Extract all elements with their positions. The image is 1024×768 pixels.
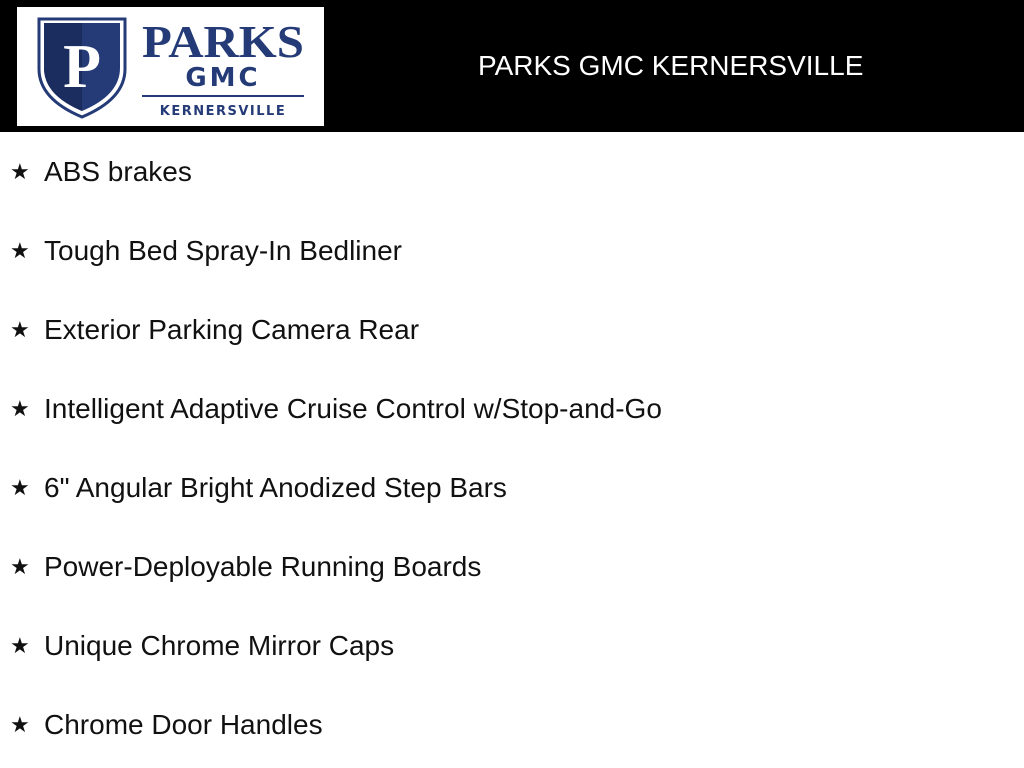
feature-text: Intelligent Adaptive Cruise Control w/Stop-and-Go: [44, 393, 662, 424]
feature-item: [10, 707, 1010, 743]
shield-letter: P: [63, 33, 101, 101]
feature-text: Unique Chrome Mirror Caps: [44, 630, 395, 661]
feature-item: [10, 391, 1010, 427]
star-icon: ★: [10, 396, 30, 421]
feature-item: [10, 470, 1010, 506]
star-icon: ★: [10, 159, 30, 184]
star-icon: ★: [10, 633, 30, 658]
feature-text: Tough Bed Spray-In Bedliner: [44, 235, 402, 266]
feature-text: ABS brakes: [44, 156, 192, 187]
star-icon: ★: [10, 554, 30, 579]
feature-text: Exterior Parking Camera Rear: [44, 314, 420, 345]
feature-text: 6" Angular Bright Anodized Step Bars: [44, 472, 507, 503]
feature-item: [10, 154, 1010, 190]
feature-item: [10, 549, 1010, 585]
feature-item: [10, 233, 1010, 269]
header-bar: [0, 0, 1024, 132]
star-icon: ★: [10, 317, 30, 342]
logo-make-text: GMC: [185, 63, 261, 93]
dealer-name: PARKS GMC KERNERSVILLE: [478, 50, 864, 81]
dealer-logo: [17, 7, 324, 126]
star-icon: ★: [10, 238, 30, 263]
logo-location-text: KERNERSVILLE: [159, 104, 287, 119]
logo-brand-text: PARKS: [142, 16, 304, 67]
feature-item: [10, 312, 1010, 348]
star-icon: ★: [10, 475, 30, 500]
feature-text: Chrome Door Handles: [44, 709, 323, 740]
star-icon: ★: [10, 712, 30, 737]
feature-text: Power-Deployable Running Boards: [44, 551, 482, 582]
feature-item: [10, 628, 1010, 664]
dealer-logo-graphic: [17, 7, 324, 126]
feature-list: [0, 132, 1024, 768]
